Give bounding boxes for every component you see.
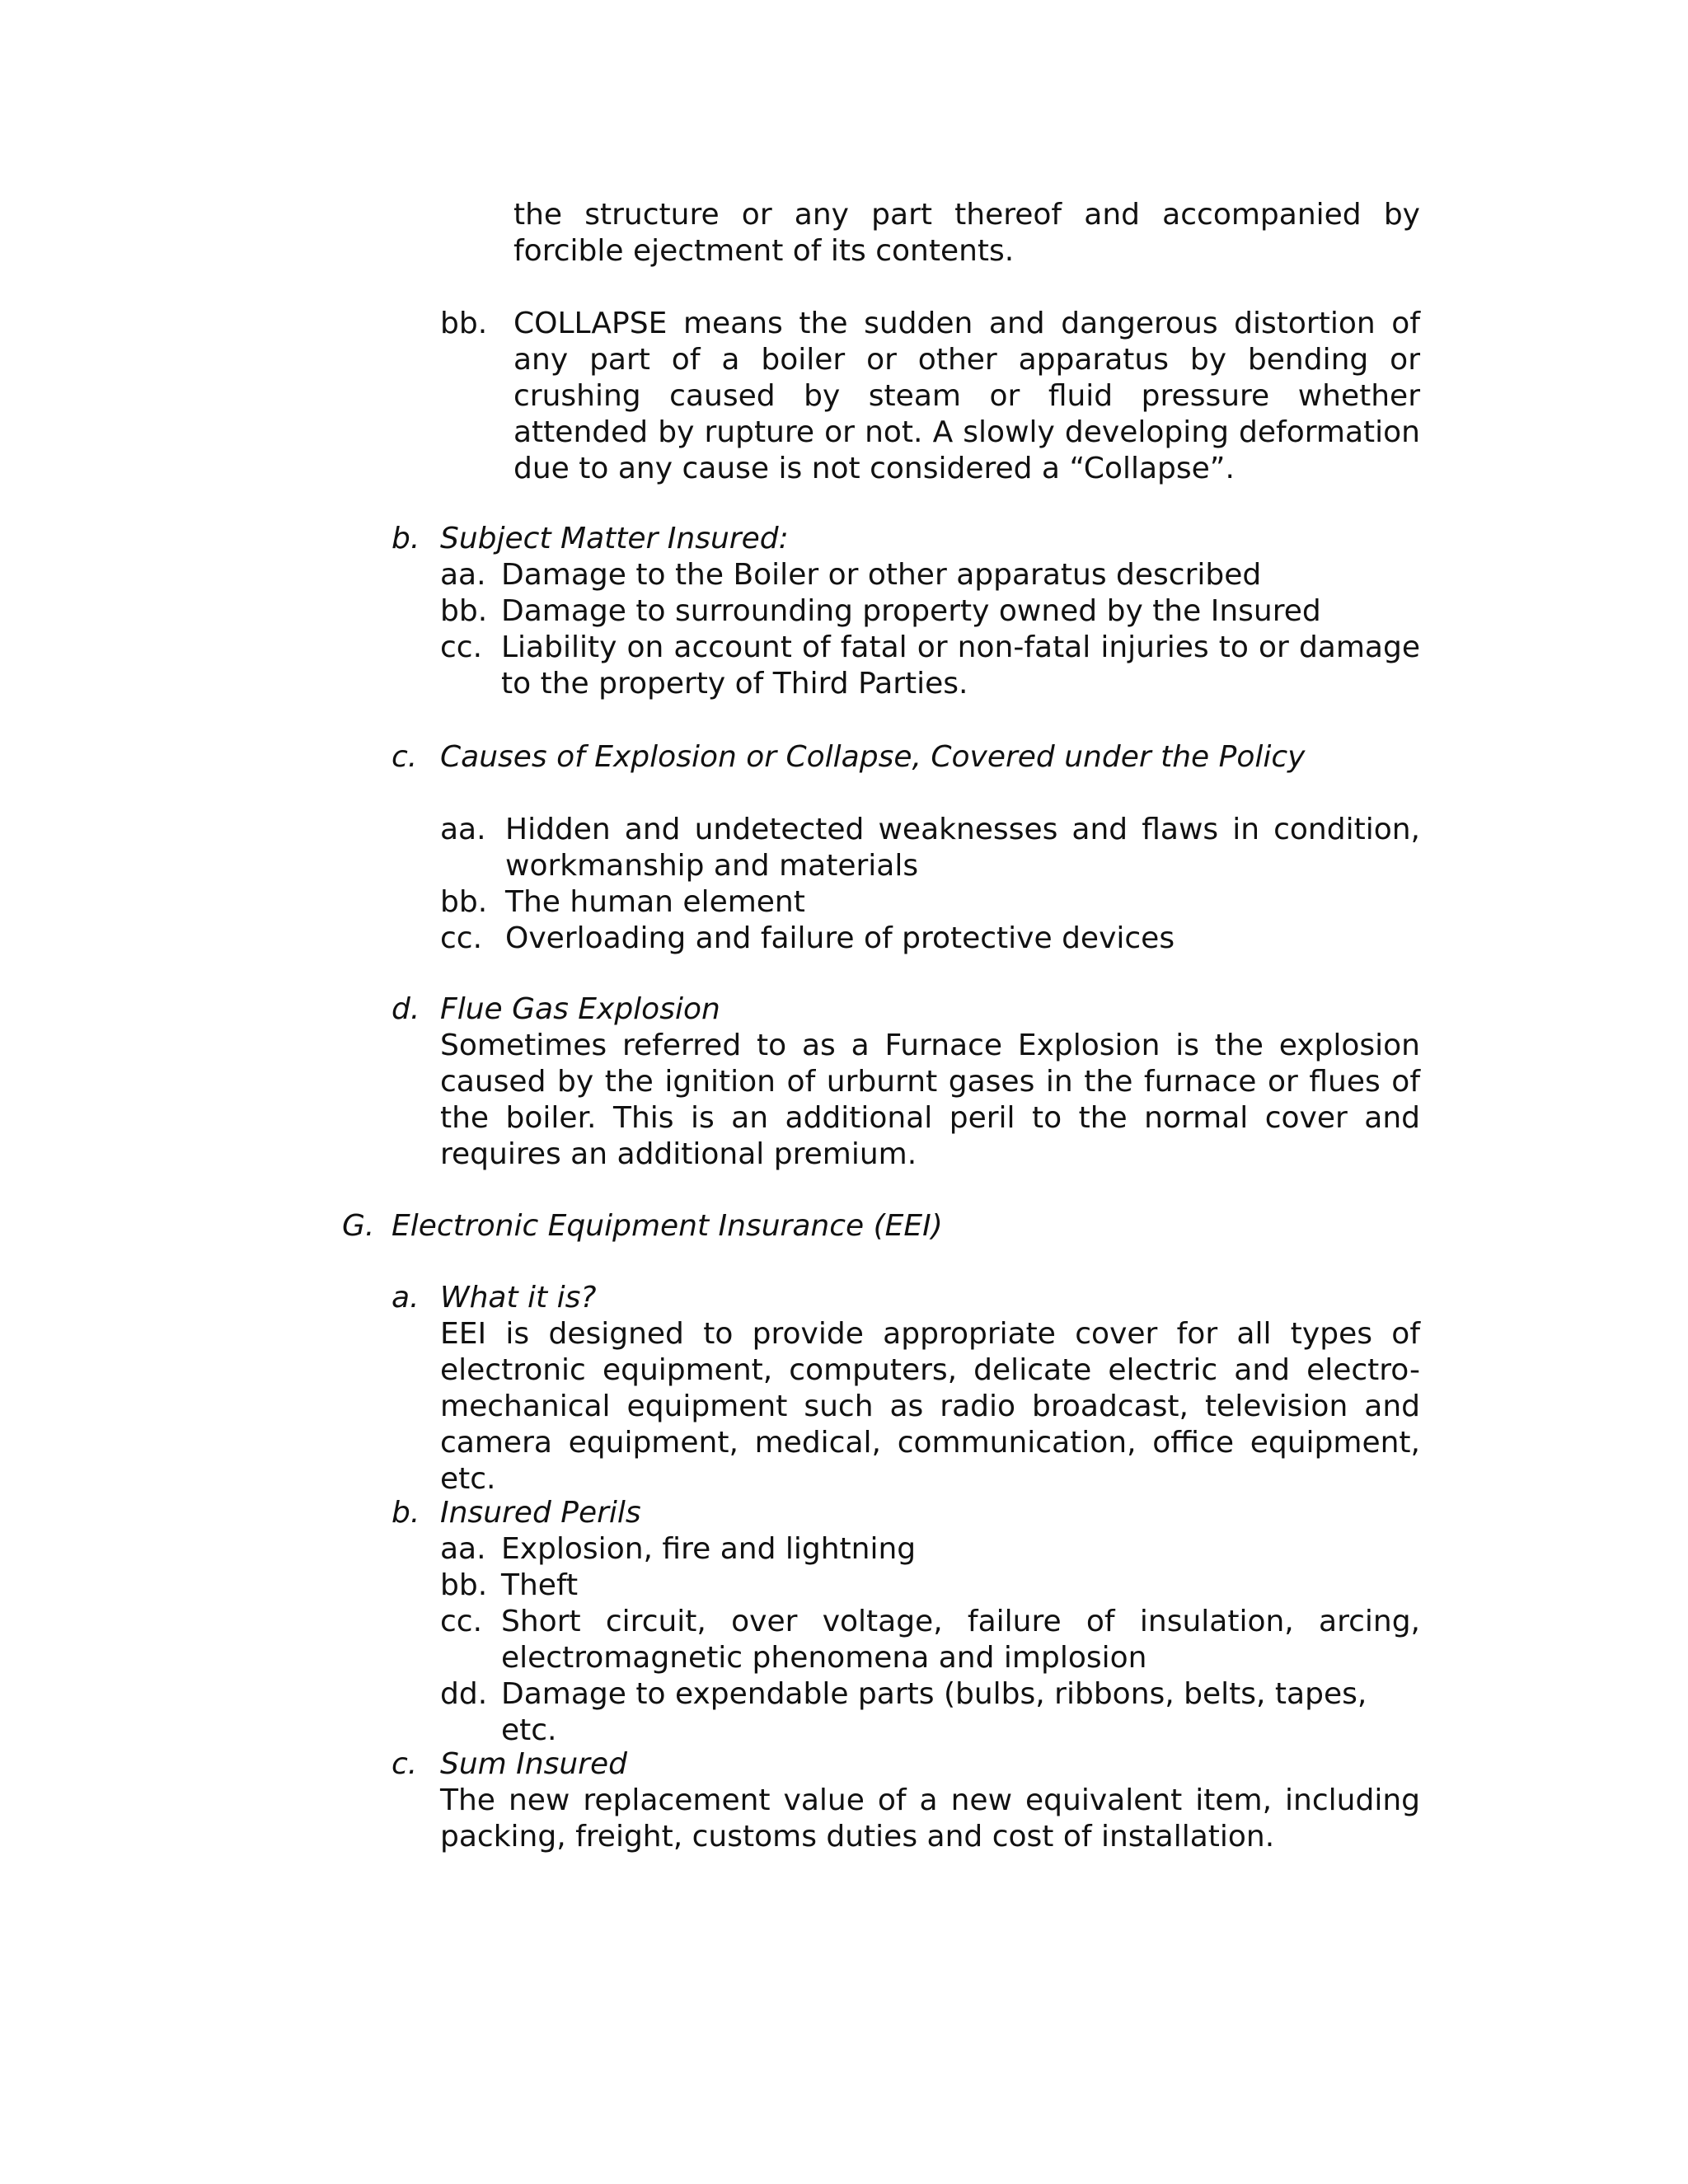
list-item: The human element <box>505 885 805 919</box>
flue-gas-marker: d. <box>392 992 420 1026</box>
list-item-marker: cc. <box>440 1605 483 1638</box>
sum-insured-marker: c. <box>392 1747 418 1781</box>
section-g-marker: G. <box>342 1209 375 1243</box>
explosion-definition-continued: the structure or any part thereof and accompanied by forcible ejectment of its contents. <box>513 198 1420 268</box>
section-g-heading: Electronic Equipment Insurance (EEI) <box>392 1209 943 1243</box>
list-item-marker: aa. <box>440 1532 486 1566</box>
list-item: Liability on account of fatal or non-fatal injuries to or damage to the property of Third Parties. <box>501 630 1420 701</box>
sum-insured-paragraph: The new replacement value of a new equivalent item, including packing, freight, customs duties and cost of installation. <box>440 1783 1420 1854</box>
list-item-marker: cc. <box>440 630 483 664</box>
list-item-marker: cc. <box>440 921 483 955</box>
list-item-marker: aa. <box>440 813 486 846</box>
list-item: Theft <box>501 1568 579 1602</box>
collapse-definition: COLLAPSE means the sudden and dangerous distortion of any part of a boiler or other apparatus by bending or crushing caused by steam or fluid pressure whether attended by rupture or not. A slowly developing deformation due to any cause is not considered a “Collapse”. <box>513 307 1420 485</box>
collapse-marker: bb. <box>440 307 488 340</box>
list-item: Damage to the Boiler or other apparatus described <box>501 558 1262 592</box>
list-item-marker: aa. <box>440 558 486 592</box>
insured-perils-marker: b. <box>392 1496 420 1530</box>
subject-matter-heading: Subject Matter Insured: <box>440 522 789 555</box>
sum-insured-heading: Sum Insured <box>440 1747 627 1781</box>
list-item: Explosion, fire and lightning <box>501 1532 917 1566</box>
list-item: Damage to expendable parts (bulbs, ribbons, belts, tapes, etc. <box>501 1677 1367 1747</box>
what-it-is-paragraph: EEI is designed to provide appropriate cover for all types of electronic equipment, computers, delicate electric and electro-mechanical equipment such as radio broadcast, television and camera equipment, medical, communication, office equipment, etc. <box>440 1317 1420 1496</box>
what-it-is-marker: a. <box>392 1281 420 1315</box>
list-item-marker: bb. <box>440 1568 488 1602</box>
causes-marker: c. <box>392 740 418 774</box>
flue-gas-paragraph: Sometimes referred to as a Furnace Explosion is the explosion caused by the ignition of urburnt gases in the furnace or flues of the boiler. This is an additional peril to the normal cover and requires an additional premium. <box>440 1029 1420 1171</box>
list-item: Short circuit, over voltage, failure of insulation, arcing, electromagnetic phenomena and implosion <box>501 1605 1420 1675</box>
list-item-marker: bb. <box>440 885 488 919</box>
flue-gas-heading: Flue Gas Explosion <box>440 992 720 1026</box>
subject-matter-marker: b. <box>392 522 420 555</box>
list-item: Overloading and failure of protective devices <box>505 921 1175 955</box>
what-it-is-heading: What it is? <box>440 1281 597 1315</box>
list-item: Hidden and undetected weaknesses and flaws in condition, workmanship and materials <box>505 813 1420 883</box>
list-item-marker: dd. <box>440 1677 488 1711</box>
list-item-marker: bb. <box>440 594 488 628</box>
causes-heading: Causes of Explosion or Collapse, Covered under the Policy <box>440 740 1306 774</box>
insured-perils-heading: Insured Perils <box>440 1496 641 1530</box>
list-item: Damage to surrounding property owned by the Insured <box>501 594 1321 628</box>
